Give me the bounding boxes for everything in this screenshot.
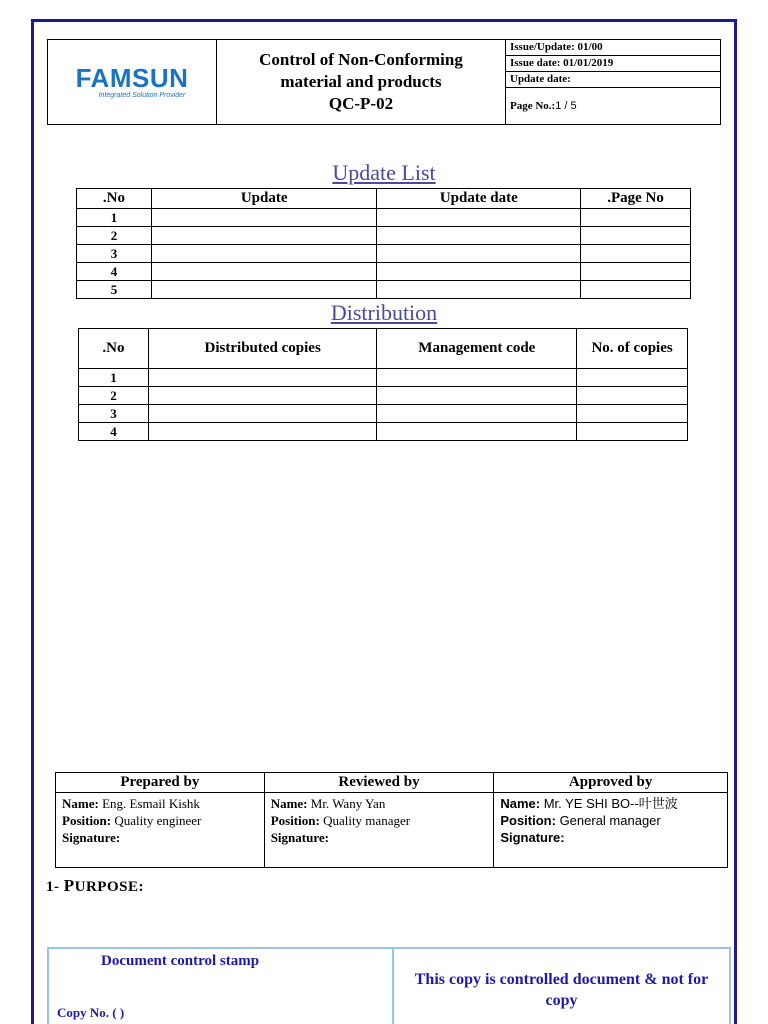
column-header: .Page No xyxy=(581,189,691,209)
title-line-1: Control of Non-Conforming xyxy=(259,50,463,69)
row-number: 4 xyxy=(77,263,152,281)
table-row xyxy=(79,387,688,405)
page-no-cell xyxy=(581,227,691,245)
page-no-cell xyxy=(581,263,691,281)
table-row xyxy=(79,423,688,441)
name-label: Name: xyxy=(62,796,99,811)
purpose-heading xyxy=(46,876,144,896)
update-cell xyxy=(151,281,377,299)
reviewed-by-header: Reviewed by xyxy=(264,773,494,793)
heading-rest: URPOSE xyxy=(74,879,139,895)
table-row xyxy=(79,369,688,387)
document-control-stamp xyxy=(47,947,731,1024)
page-no-cell xyxy=(581,209,691,227)
update-cell xyxy=(151,209,377,227)
controlled-copy-note: This copy is controlled document & not for copy xyxy=(414,970,709,1009)
reviewer-name: Mr. Wany Yan xyxy=(310,796,386,811)
update-date-cell xyxy=(377,209,581,227)
section-number: 1- xyxy=(46,879,60,895)
column-header: Management code xyxy=(377,329,577,369)
page-no-cell xyxy=(581,281,691,299)
signature-label: Signature: xyxy=(500,830,565,845)
update-cell xyxy=(151,245,377,263)
stamp-right-cell xyxy=(394,949,729,1024)
approved-by-cell xyxy=(494,793,728,868)
table-row xyxy=(79,405,688,423)
row-number: 5 xyxy=(77,281,152,299)
stamp-title: Document control stamp xyxy=(101,953,260,969)
logo-wordmark: FAMSUN xyxy=(75,63,189,93)
management-code-cell xyxy=(377,387,577,405)
distribution-table xyxy=(78,328,688,441)
prepared-by-header: Prepared by xyxy=(56,773,265,793)
update-list-title: Update List xyxy=(332,160,436,185)
approver-position: General manager xyxy=(559,813,661,828)
row-number: 1 xyxy=(77,209,152,227)
management-code-cell xyxy=(377,405,577,423)
prepared-by-cell xyxy=(56,793,265,868)
approved-by-header: Approved by xyxy=(494,773,728,793)
signature-label: Signature: xyxy=(270,830,329,845)
update-date-cell xyxy=(377,263,581,281)
issue-date: Issue date: 01/01/2019 xyxy=(506,56,720,72)
column-header: .No xyxy=(79,329,149,369)
copies-count-cell xyxy=(577,369,688,387)
column-header: No. of copies xyxy=(577,329,688,369)
issue-update: Issue/Update: 01/00 xyxy=(506,40,720,56)
page-label: Page No.: xyxy=(510,99,556,112)
title-line-2: material and products xyxy=(280,72,442,91)
preparer-name: Eng. Esmail Kishk xyxy=(102,796,200,811)
table-row xyxy=(77,245,691,263)
column-header: Distributed copies xyxy=(148,329,377,369)
reviewer-position: Quality manager xyxy=(323,813,411,828)
table-row xyxy=(56,793,728,868)
position-label: Position: xyxy=(62,813,112,828)
stamp-left-cell xyxy=(49,949,394,1024)
table-row xyxy=(77,281,691,299)
update-date: Update date: xyxy=(506,72,720,88)
table-header-row xyxy=(79,329,688,369)
row-number: 2 xyxy=(77,227,152,245)
column-header: .No xyxy=(77,189,152,209)
page-no-cell xyxy=(581,245,691,263)
page-number xyxy=(506,88,720,124)
table-row xyxy=(77,209,691,227)
name-label: Name: xyxy=(500,796,541,811)
table-header-row xyxy=(56,773,728,793)
company-logo xyxy=(48,40,217,124)
preparer-position: Quality engineer xyxy=(114,813,202,828)
copies-count-cell xyxy=(577,405,688,423)
position-label: Position: xyxy=(270,813,320,828)
table-row xyxy=(77,263,691,281)
copies-count-cell xyxy=(577,387,688,405)
logo-tagline: Integrated Solution Provider xyxy=(98,92,186,99)
heading-colon: : xyxy=(138,879,144,895)
position-label: Position: xyxy=(500,813,556,828)
update-date-cell xyxy=(377,281,581,299)
table-row xyxy=(77,227,691,245)
distribution-title: Distribution xyxy=(330,300,438,325)
signature-label: Signature: xyxy=(62,830,121,845)
distributed-copies-cell xyxy=(148,405,377,423)
update-cell xyxy=(151,227,377,245)
document-title xyxy=(217,40,506,124)
document-meta xyxy=(506,40,720,124)
document-code: QC-P-02 xyxy=(328,94,394,113)
copy-number: Copy No. ( ) xyxy=(57,1005,125,1020)
copies-count-cell xyxy=(577,423,688,441)
name-label: Name: xyxy=(270,796,308,811)
row-number: 4 xyxy=(79,423,149,441)
management-code-cell xyxy=(377,369,577,387)
row-number: 3 xyxy=(77,245,152,263)
table-header-row xyxy=(77,189,691,209)
update-date-cell xyxy=(377,227,581,245)
update-list-table xyxy=(76,188,691,299)
approval-table xyxy=(55,772,728,868)
row-number: 3 xyxy=(79,405,149,423)
column-header: Update date xyxy=(377,189,581,209)
page-value: 1 / 5 xyxy=(555,99,577,112)
update-date-cell xyxy=(377,245,581,263)
management-code-cell xyxy=(377,423,577,441)
row-number: 2 xyxy=(79,387,149,405)
row-number: 1 xyxy=(79,369,149,387)
approver-name: Mr. YE SHI BO--叶世波 xyxy=(543,796,678,811)
distributed-copies-cell xyxy=(148,369,377,387)
heading-initial: P xyxy=(63,876,75,895)
distributed-copies-cell xyxy=(148,423,377,441)
distributed-copies-cell xyxy=(148,387,377,405)
reviewed-by-cell xyxy=(264,793,494,868)
document-header xyxy=(47,39,721,125)
update-cell xyxy=(151,263,377,281)
column-header: Update xyxy=(151,189,377,209)
